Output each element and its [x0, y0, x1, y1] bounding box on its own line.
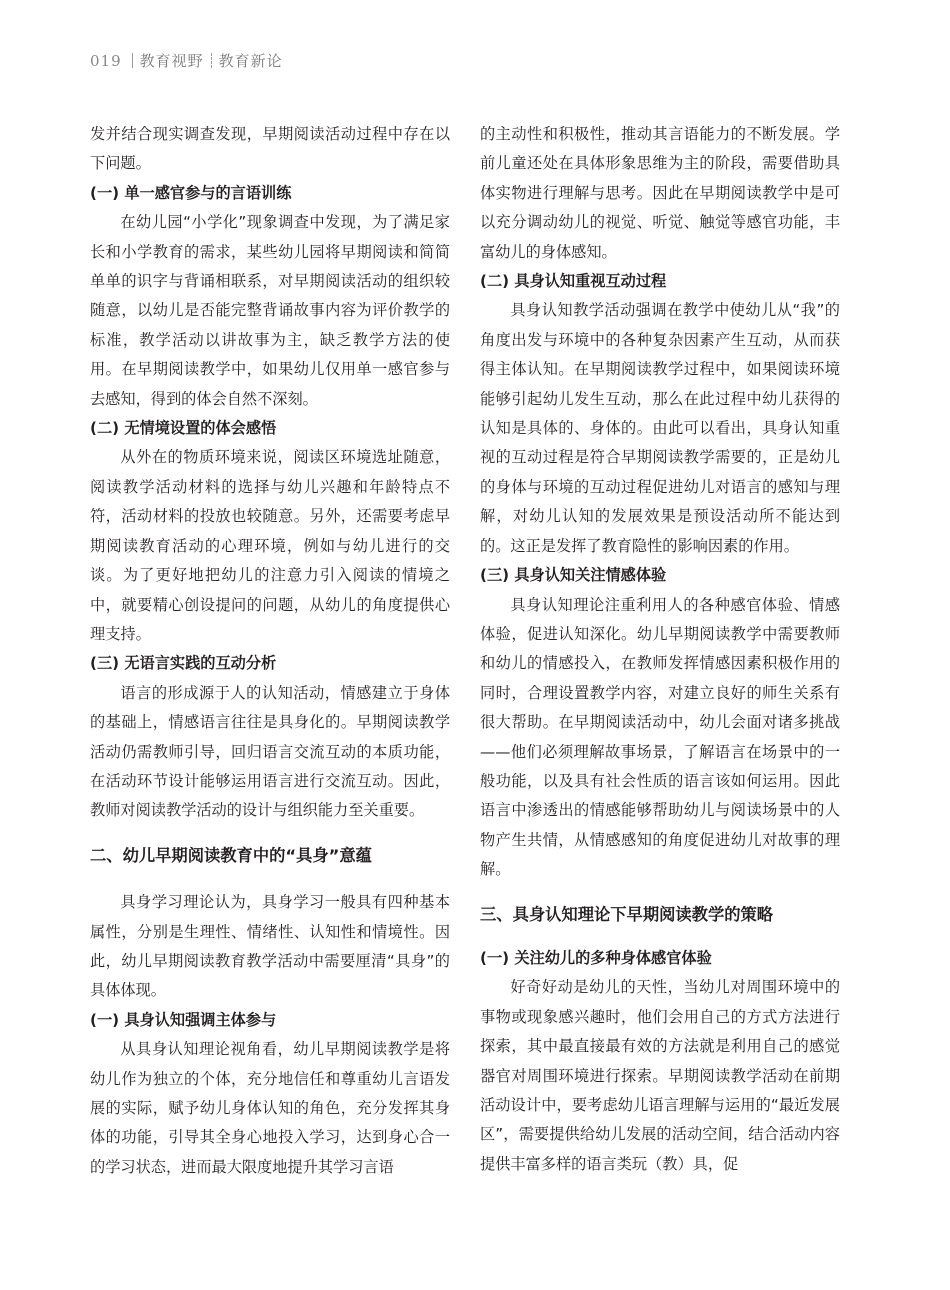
paragraph: 在幼儿园“小学化”现象调查中发现，为了满足家长和小学教育的需求，某些幼儿园将早期阅读和简简单单的识字与背诵相联系，对早期阅读活动的组织较随意，以幼儿是否能完整背诵故事内容为评价教学的标准，教学活动以讲故事为主，缺乏教学方法的使用。在早期阅读教学中，如果幼儿仅用单一感官参与去感知，得到的体会自然不深刻。 [90, 213, 450, 408]
header-dotted-divider [211, 53, 212, 68]
section-heading: 三、具身认知理论下早期阅读教学的策略 [480, 904, 774, 924]
running-header [90, 50, 283, 71]
subheading: (一) 具身认知强调主体参与 [90, 1010, 277, 1029]
paragraph: 发并结合现实调查发现，早期阅读活动过程中存在以下问题。 [90, 125, 450, 173]
subheading: (一) 单一感官参与的言语训练 [90, 183, 292, 202]
paragraph: 语言的形成源于人的认知活动，情感建立于身体的基础上，情感语言往往是具身化的。早期阅读教学活动仍需教师引导，回归语言交流互动的本质功能，在活动环节设计能够运用语言进行交流互动。因此，教师对阅读教学活动的设计与组织能力至关重要。 [90, 683, 450, 820]
right-column [480, 120, 840, 1179]
paragraph: 好奇好动是幼儿的天性，当幼儿对周围环境中的事物或现象感兴趣时，他们会用自己的方式方法进行探索，其中最直接最有效的方法就是利用自己的感觉器官对周围环境进行探索。早期阅读教学活动在前期活动设计中，要考虑幼儿语言理解与运用的“最近发展区”，需要提供给幼儿发展的活动空间，结合活动内容提供丰富多样的语言类玩（教）具，促 [480, 978, 840, 1173]
subheading: (二) 具身认知重视互动过程 [480, 272, 667, 291]
paragraph: 的主动性和积极性，推动其言语能力的不断发展。学前儿童还处在具体形象思维为主的阶段，需要借助具体实物进行理解与思考。因此在早期阅读教学中是可以充分调动幼儿的视觉、听觉、触觉等感官功能，丰富幼儿的身体感知。 [480, 125, 840, 261]
header-section: 教育视野 [139, 52, 204, 70]
paragraph: 具身认知教学活动强调在教学中使幼儿从“我”的角度出发与环境中的各种复杂因素产生互动，从而获得主体认知。在早期阅读教学过程中，如果阅读环境能够引起幼儿发生互动，那么在此过程中幼儿获得的认知是具体的、身体的。由此可以看出，具身认知重视的互动过程是符合早期阅读教学需要的，正是幼儿的身体与环境的互动过程促进幼儿对语言的感知与理解，对幼儿认知的发展效果是预设活动所不能达到的。这正是发挥了教育隐性的影响因素的作用。 [480, 301, 840, 555]
section-heading: 二、幼儿早期阅读教育中的“具身”意蕴 [90, 845, 372, 865]
subheading: (三) 具身认知关注情感体验 [480, 566, 667, 585]
paragraph: 具身认知理论注重利用人的各种感官体验、情感体验，促进认知深化。幼儿早期阅读教学中需要教师和幼儿的情感投入，在教师发挥情感因素积极作用的同时，合理设置教学内容，对建立良好的师生关系有很大帮助。在早期阅读活动中，幼儿会面对诸多挑战——他们必须理解故事场景，了解语言在场景中的一般功能，以及具有社会性质的语言该如何运用。因此语言中渗透出的情感能够帮助幼儿与阅读场景中的人物产生共情，从情感感知的角度促进幼儿对故事的理解。 [480, 595, 840, 879]
paragraph: 从具身认知理论视角看，幼儿早期阅读教学是将幼儿作为独立的个体，充分地信任和尊重幼儿言语发展的实际，赋予幼儿身体认知的角色，充分发挥其身体的功能，引导其全身心地投入学习，达到身心合一的学习状态，进而最大限度地提升其学习言语 [90, 1040, 450, 1176]
header-subsection: 教育新论 [218, 52, 283, 70]
subheading: (二) 无情境设置的体会感悟 [90, 419, 277, 438]
subheading: (一) 关注幼儿的多种身体感官体验 [480, 948, 712, 967]
paragraph: 从外在的物质环境来说，阅读区环境选址随意，阅读教学活动材料的选择与幼儿兴趣和年龄特点不符，活动材料的投放也较随意。另外，还需要考虑早期阅读教育活动的心理环境，例如与幼儿进行的交谈。为了更好地把幼儿的注意力引入阅读的情境之中，就要精心创设提问的问题，从幼儿的角度提供心理支持。 [90, 448, 450, 643]
page-number: 019 [90, 51, 122, 70]
subheading: (三) 无语言实践的互动分析 [90, 654, 277, 673]
paragraph: 具身学习理论认为，具身学习一般具有四种基本属性，分别是生理性、情绪性、认知性和情境性。因此，幼儿早期阅读教育教学活动中需要厘清“具身”的具体体现。 [90, 893, 450, 1000]
left-column [90, 120, 450, 1182]
header-divider [132, 53, 133, 68]
